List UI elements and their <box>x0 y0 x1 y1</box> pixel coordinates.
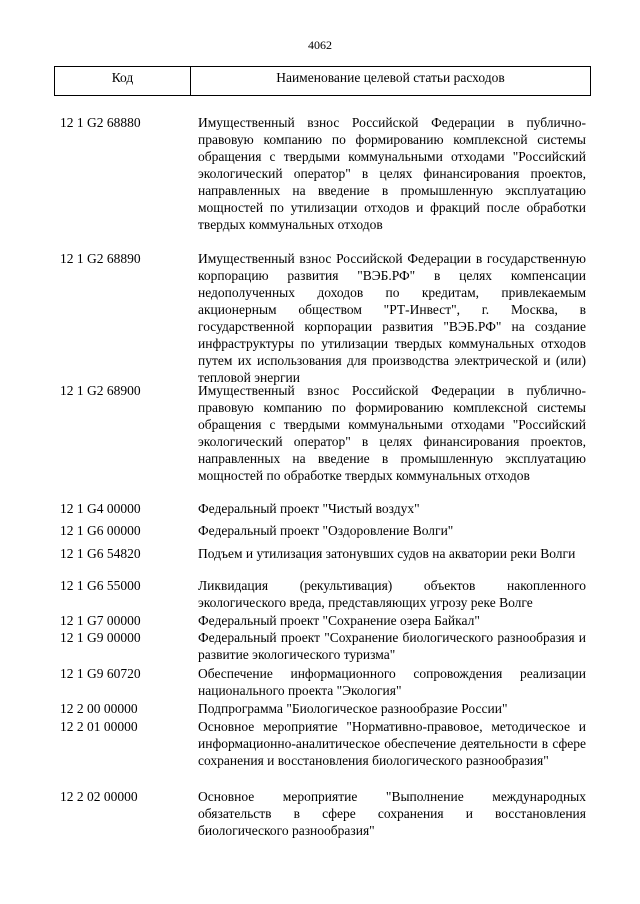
row-code: 12 1 G7 00000 <box>60 613 141 628</box>
page-number: 4062 <box>308 38 332 52</box>
row-code: 12 1 G9 60720 <box>60 666 141 681</box>
row-name: Ликвидация (рекультивация) объектов накопленного экологического вреда, представляющих угрозу реке Волге <box>198 578 586 610</box>
row-name: Федеральный проект "Чистый воздух" <box>198 501 420 516</box>
row-code: 12 1 G6 54820 <box>60 546 141 561</box>
row-code: 12 1 G2 68900 <box>60 383 141 398</box>
row-code: 12 1 G4 00000 <box>60 501 141 516</box>
row-code: 12 2 01 00000 <box>60 719 138 734</box>
row-code: 12 1 G9 00000 <box>60 630 141 645</box>
row-code: 12 1 G2 68890 <box>60 251 141 266</box>
row-name: Федеральный проект "Сохранение озера Байкал" <box>198 613 480 628</box>
row-name: Имущественный взнос Российской Федерации в публично-правовую компанию по формированию комплексной системы обращения с твердыми коммунальными отходами "Российский экологический оператор" в целях финансирования проектов, направленных на введение в промышленную эксплуатацию мощностей по обработке твердых коммунальных отходов <box>198 383 586 483</box>
table-header <box>54 66 591 96</box>
row-name: Обеспечение информационного сопровождения реализации национального проекта "Экология" <box>198 666 586 698</box>
row-name: Федеральный проект "Сохранение биологического разнообразия и развитие экологического туризма" <box>198 630 586 662</box>
column-header-code: Код <box>55 67 191 95</box>
row-code: 12 1 G6 00000 <box>60 523 141 538</box>
row-name: Подпрограмма "Биологическое разнообразие России" <box>198 701 508 716</box>
row-code: 12 1 G6 55000 <box>60 578 141 593</box>
row-name: Имущественный взнос Российской Федерации в публично-правовую компанию по формированию комплексной системы обращения с твердыми коммунальными отходами "Российский экологический оператор" в целях финансирования проектов, направленных на введение в промышленную эксплуатацию мощностей по утилизации отходов и фракций после обработки твердых коммунальных отходов <box>198 115 586 232</box>
row-code: 12 2 00 00000 <box>60 701 138 716</box>
row-name: Основное мероприятие "Нормативно-правовое, методическое и информационно-аналитическое обеспечение деятельности в сфере сохранения и восстановления биологического разнообразия" <box>198 719 586 768</box>
column-header-name: Наименование целевой статьи расходов <box>276 70 505 85</box>
row-code: 12 2 02 00000 <box>60 789 138 804</box>
row-code: 12 1 G2 68880 <box>60 115 141 130</box>
row-name: Основное мероприятие "Выполнение международных обязательств в сфере сохранения и восстановления биологического разнообразия" <box>198 789 586 838</box>
row-name: Федеральный проект "Оздоровление Волги" <box>198 523 454 538</box>
row-name: Подъем и утилизация затонувших судов на акватории реки Волги <box>198 546 576 561</box>
row-name: Имущественный взнос Российской Федерации в государственную корпорацию развития "ВЭБ.РФ" в целях компенсации недополученных доходов по кредитам, привлекаемым акционерным обществом "РТ-Инвест", г. Москва, в государственной корпорации развития "ВЭБ.РФ" на создание инфраструктуры по утилизации твердых коммунальных отходов путем их использования для производства электрической и (или) тепловой энергии <box>198 251 586 385</box>
